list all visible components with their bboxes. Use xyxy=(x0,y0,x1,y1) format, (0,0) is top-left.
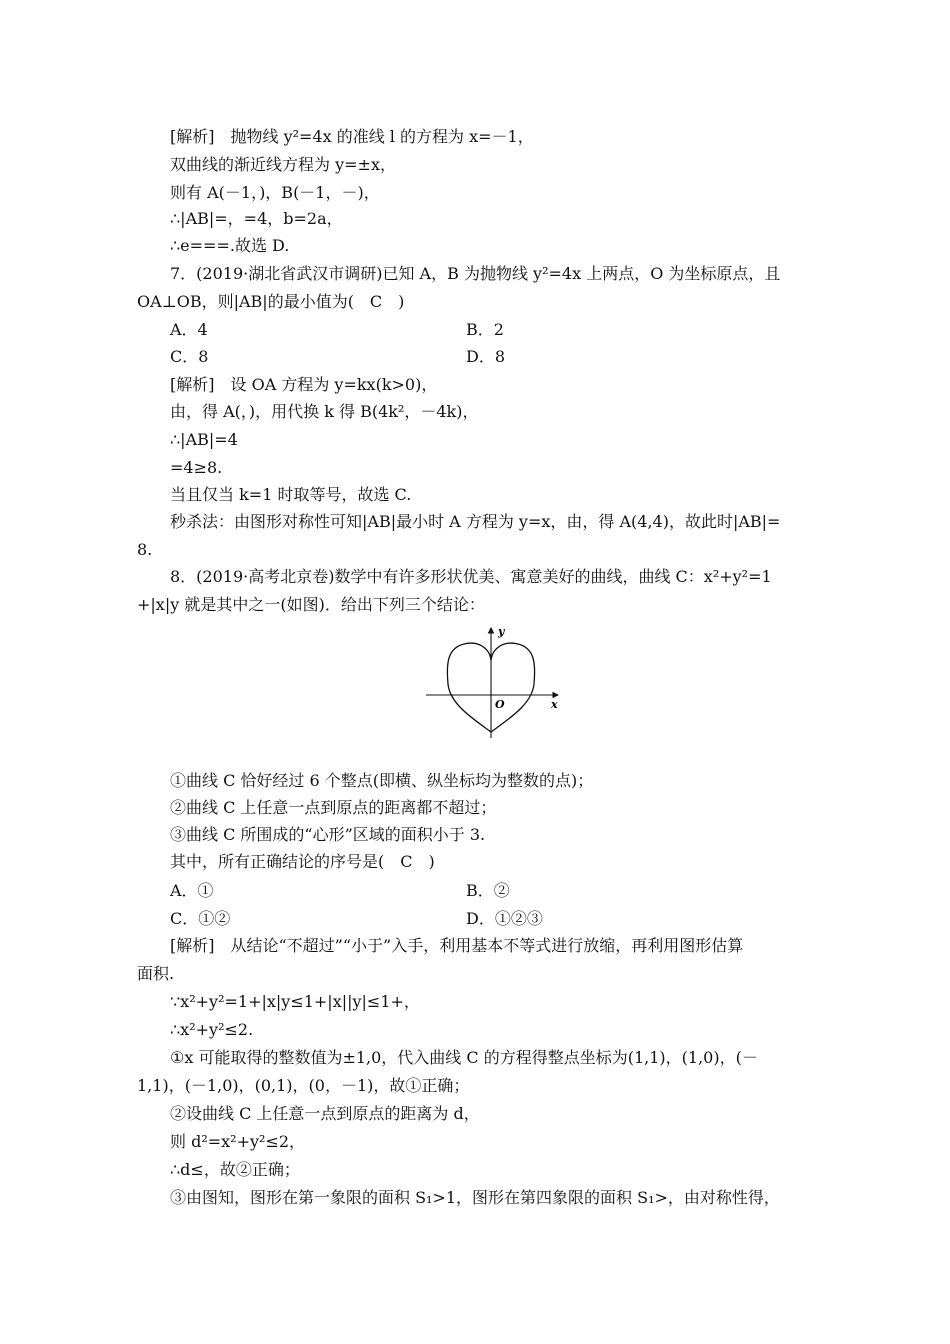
text-line: [解析] 抛物线 y²=4x 的准线 l 的方程为 x=－1， xyxy=(170,127,534,146)
q8-option-a: A．① xyxy=(170,881,214,900)
text-line: =4≥8. xyxy=(170,458,223,477)
x-axis-label: x xyxy=(551,698,558,711)
text-line: ∴|AB|=4 xyxy=(170,430,238,449)
text-line: ②设曲线 C 上任意一点到原点的距离为 d， xyxy=(170,1104,480,1123)
text-line: ∴e===.故选 D. xyxy=(170,236,290,255)
conclusion-3: ③曲线 C 所围成的“心形”区域的面积小于 3. xyxy=(170,825,486,844)
q7-option-b: B．2 xyxy=(466,320,504,339)
question-8-stem-cont: +|x|y 就是其中之一(如图)．给出下列三个结论： xyxy=(137,595,485,614)
q7-option-c: C．8 xyxy=(170,347,209,366)
text-line: ③由图知，图形在第一象限的面积 S₁>1，图形在第四象限的面积 S₁>，由对称性得， xyxy=(170,1188,780,1207)
text-line: 其中，所有正确结论的序号是( C ) xyxy=(170,852,435,871)
text-line: 双曲线的渐近线方程为 y=±x， xyxy=(170,155,396,174)
text-line: 秒杀法：由图形对称性可知|AB|最小时 A 方程为 y=x，由，得 A(4,4)，故此时|AB|= xyxy=(170,512,781,531)
text-line: 则 d²=x²+y²≤2， xyxy=(170,1132,306,1151)
text-line: 面积. xyxy=(137,964,175,983)
text-line: 由，得 A(，)，用代换 k 得 B(4k²，－4k)， xyxy=(170,402,479,421)
text-line: [解析] 从结论“不超过”“小于”入手，利用基本不等式进行放缩，再利用图形估算 xyxy=(170,936,744,955)
question-7-stem-cont: OA⊥OB，则|AB|的最小值为( C ) xyxy=(137,292,405,311)
text-line: ∴x²+y²≤2. xyxy=(170,1020,254,1039)
text-line: ∵x²+y²=1+|x|y≤1+|x||y|≤1+， xyxy=(170,992,420,1011)
q7-option-d: D．8 xyxy=(466,347,506,366)
conclusion-1: ①曲线 C 恰好经过 6 个整点(即横、纵坐标均为整数的点)； xyxy=(170,771,594,790)
text-line: 8. xyxy=(137,540,153,559)
q8-option-c: C．①② xyxy=(170,909,231,928)
text-line: 1,1)，(－1,0)，(0,1)，(0，－1)，故①正确； xyxy=(137,1076,470,1095)
q8-option-d: D．①②③ xyxy=(466,909,543,928)
q8-option-b: B．② xyxy=(466,881,510,900)
heart-curve-figure xyxy=(420,622,570,740)
text-line: 则有 A(－1，)，B(－1，－)， xyxy=(170,183,380,202)
origin-label: O xyxy=(495,698,505,711)
text-line: ①x 可能取得的整数值为±1,0，代入曲线 C 的方程得整点坐标为(1,1)，(1,0)，(－ xyxy=(170,1048,758,1067)
text-line: [解析] 设 OA 方程为 y=kx(k>0)， xyxy=(170,375,438,394)
text-line: 当且仅当 k=1 时取等号，故选 C. xyxy=(170,485,412,504)
text-line: ∴|AB|=，=4，b=2a， xyxy=(170,209,343,228)
conclusion-2: ②曲线 C 上任意一点到原点的距离都不超过； xyxy=(170,798,497,817)
q7-option-a: A．4 xyxy=(170,320,208,339)
question-7-stem: 7．(2019·湖北省武汉市调研)已知 A，B 为抛物线 y²=4x 上两点，O 为坐标原点，且 xyxy=(170,264,781,283)
question-8-stem: 8．(2019·高考北京卷)数学中有许多形状优美、寓意美好的曲线，曲线 C：x²+y²=1 xyxy=(170,567,772,586)
text-line: ∴d≤，故②正确； xyxy=(170,1160,300,1179)
y-axis-label: y xyxy=(498,625,505,638)
